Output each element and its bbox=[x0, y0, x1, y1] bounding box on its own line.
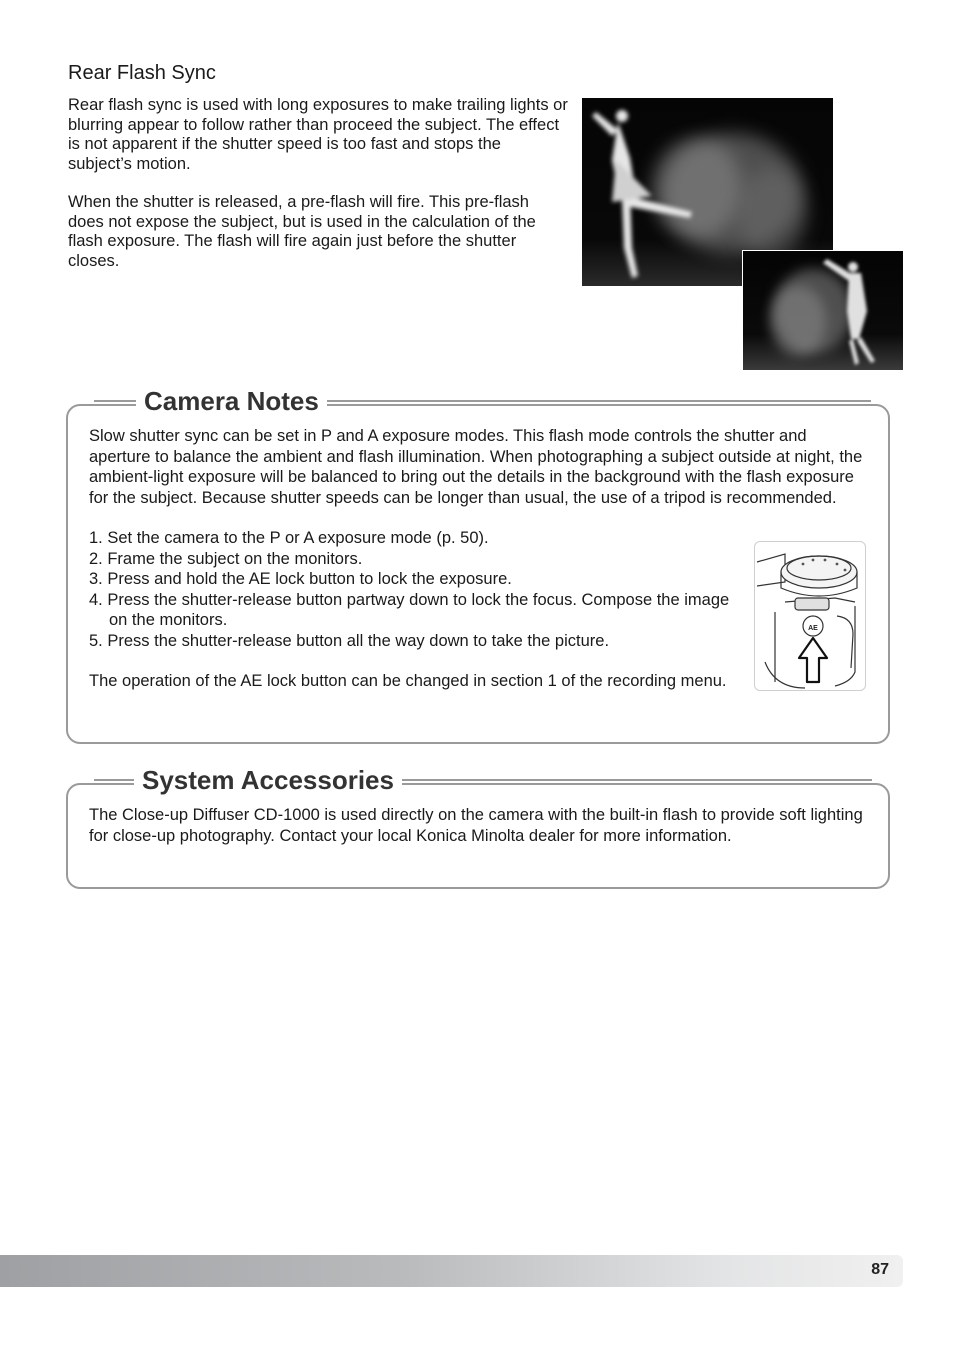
page-number: 87 bbox=[871, 1261, 889, 1278]
camera-notes-steps bbox=[89, 528, 739, 651]
arrow-up-icon bbox=[799, 638, 827, 682]
ae-button-label: AE bbox=[808, 625, 818, 632]
camera-notes-title-row bbox=[94, 384, 871, 418]
title-rule-left bbox=[94, 779, 134, 781]
rear-flash-paragraph-1: Rear flash sync is used with long exposures to make trailing lights or blurring appear to follow rather than proceed the subject. The effect is not apparent if the shutter speed is too fast and stops the subject’s motion. bbox=[68, 96, 568, 173]
step-item: 3. Press and hold the AE lock button to lock the exposure. bbox=[89, 570, 512, 588]
page-footer-bar bbox=[0, 1255, 903, 1287]
title-rule-right bbox=[402, 779, 872, 781]
system-accessories-title-row bbox=[94, 763, 872, 797]
rear-flash-sync-body bbox=[68, 96, 568, 290]
camera-notes-title: Camera Notes bbox=[136, 386, 327, 417]
camera-notes-intro: Slow shutter sync can be set in P and A exposure modes. This flash mode controls the shutter and aperture to balance the ambient and flash illumination. When photographing a subject outside at night, the ambient-light exposure will be balanced to bring out the details in the background with the flash exposure for the subject. Because shutter speeds can be longer than usual, the use of a tripod is recommended. bbox=[89, 427, 863, 507]
step-item: 1. Set the camera to the P or A exposure mode (p. 50). bbox=[89, 529, 489, 547]
rear-flash-paragraph-2: When the shutter is released, a pre-flash will fire. This pre-flash does not expose the subject, but is used in the calculation of the flash exposure. The flash will fire again just before the shutter closes. bbox=[68, 193, 536, 270]
system-accessories-text: The Close-up Diffuser CD-1000 is used directly on the camera with the built-in flash to provide soft lighting for close-up photography. Contact your local Konica Minolta dealer for more information. bbox=[89, 806, 863, 845]
step-item: 4. Press the shutter-release button partway down to lock the focus. Compose the image on the monitors. bbox=[89, 590, 730, 629]
step-item: 2. Frame the subject on the monitors. bbox=[89, 549, 363, 568]
system-accessories-content bbox=[89, 805, 869, 846]
system-accessories-title: System Accessories bbox=[134, 765, 402, 796]
title-rule-right bbox=[327, 400, 871, 402]
step-item: 5. Press the shutter-release button all the way down to take the picture. bbox=[89, 631, 610, 650]
ae-lock-button-illustration bbox=[754, 541, 866, 691]
dancer-photo-small bbox=[742, 250, 904, 371]
camera-notes-footer: The operation of the AE lock button can be changed in section 1 of the recording menu. bbox=[89, 672, 727, 690]
camera-notes-content bbox=[89, 426, 869, 692]
title-rule-left bbox=[94, 400, 136, 402]
rear-flash-sync-heading: Rear Flash Sync bbox=[68, 62, 216, 84]
